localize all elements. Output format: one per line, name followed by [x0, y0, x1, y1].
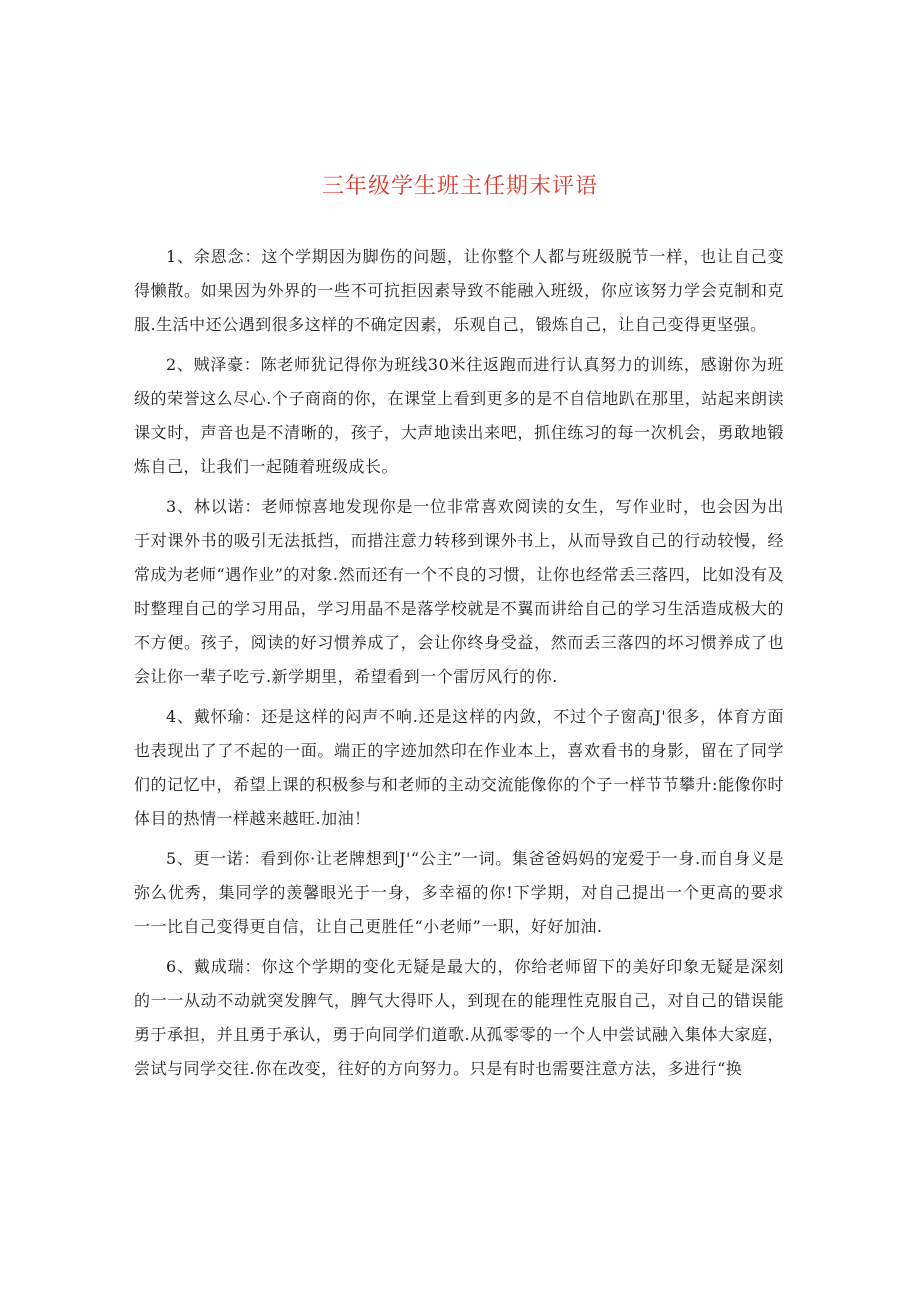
- document-body: [134, 240, 784, 1092]
- comment-paragraph-6: 6、戴成瑞：你这个学期的变化无疑是最大的，你给老师留下的美好印象无疑是深刻的一一从动不动就突发脾气，脾气大得吓人，到现在的能理性克服自己，对自己的错误能勇于承担，并且勇于承认，勇于向同学们道歌.从孤零零的一个人中尝试融入集体大家庭，尝试与同学交往.你在改变，往好的方向努力。只是有时也需要注意方法，多进行“换: [134, 957, 784, 1078]
- comment-paragraph-4: 4、戴怀瑜：还是这样的闷声不响.还是这样的内敛，不过个子窗高J'很多，体育方面也表现出了了不起的一面。端正的字迹加然印在作业本上，喜欢看书的身影，留在了同学们的记忆中，希望上课的积极参与和老师的主动交流能像你的个子一样节节攀升:能像你时体目的热情一样越来越旺.加油！: [134, 707, 784, 828]
- page-title: 三年级学生班主任期末评语: [321, 174, 598, 199]
- comment-paragraph-5: 5、更一诺：看到你·让老牌想到J'“公主”一词。集爸爸妈妈的宠爱于一身.而自身义是弥么优秀，集同学的羡馨眼光于一身，多幸福的你!下学期，对自己提出一个更高的要求一一比自己变得更自信，让自己更胜任“小老师”一职，好好加油.: [134, 849, 784, 936]
- comment-paragraph-2: 2、贼泽豪：陈老师犹记得你为班线30米往返跑而进行认真努力的训练，感谢你为班级的荣誉这么尽心.个子商商的你，在课堂上看到更多的是不自信地趴在那里，站起来朗读课文时，声音也是不清晰的，孩子，大声地读出来吧，抓住练习的每一次机会，勇敢地锻炼自己，让我们一起随着班级成长。: [134, 355, 784, 476]
- comment-paragraph-1: 1、余恩念：这个学期因为脚伤的问题，让你整个人都与班级脱节一样，也让自己变得懒散。如果因为外界的一些不可抗拒因素导致不能融入班级，你应该努力学会克制和克服.生活中还公遇到很多这样的不确定因素，乐观自己，锻炼自己，让自己变得更坚强。: [134, 247, 784, 334]
- comment-paragraph-3: 3、林以诺：老师惊喜地发现你是一位非常喜欢阅读的女生，写作业时，也会因为出于对课外书的吸引无法抵挡，而措注意力转移到课外书上，从而导致自己的行动较慢，经常成为老师“遇作业”的对象.然而还有一个不良的习惯，让你也经常丢三落四，比如没有及时整理自己的学习用品，学习用晶不是落学校就是不翼而讲给自己的学习生活造成极大的不方便。孩子，阅读的好习惯养成了，会让你终身受益，然而丢三落四的坏习惯养成了也会让你一辈子吃亏.新学期里，希望看到一个雷厉风行的你.: [134, 497, 784, 686]
